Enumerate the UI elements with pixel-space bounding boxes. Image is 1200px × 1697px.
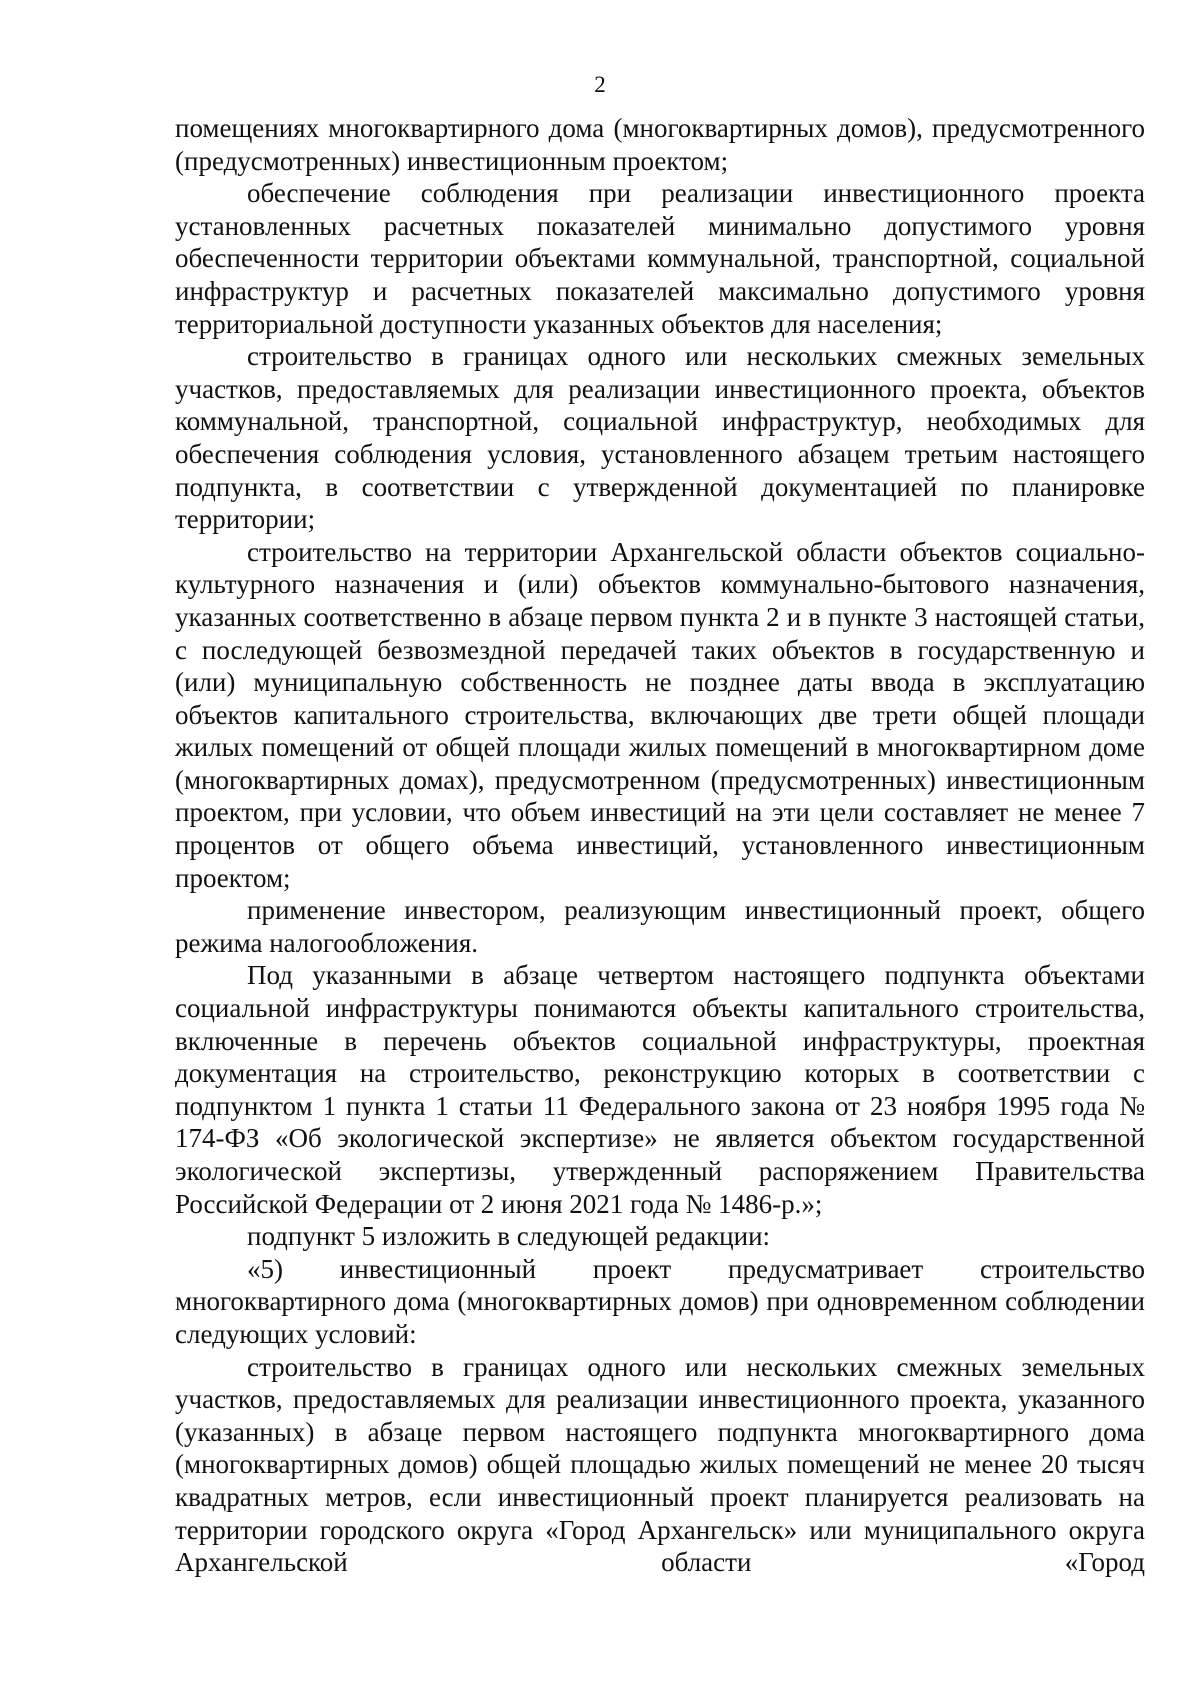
- paragraph-provision-infrastructure-indicators: обеспечение соблюдения при реализации инвестиционного проекта установленных расчетных показателей минимально допустимого уровня обеспеченности территории объектами коммунальной, транспортной, социальной инфраструктур и расчетных показателей максимально допустимого уровня территориальной доступности указанных объектов для населения;: [175, 178, 1145, 339]
- paragraph-continuation: помещениях многоквартирного дома (многоквартирных домов), предусмотренного (предусмотренных) инвестиционным проектом;: [175, 113, 1145, 176]
- paragraph-social-infrastructure-definition: Под указанными в абзаце четвертом настоящего подпункта объектами социальной инфраструктуры понимаются объекты капитального строительства, включенные в перечень объектов социальной инфраструктуры, проектная документация на строительство, реконструкцию которых в соответствии с подпунктом 1 пункта 1 статьи 11 Федерального закона от 23 ноября 1995 года № 174-ФЗ «Об экологической экспертизе» не является объектом государственной экологической экспертизы, утвержденный распоряжением Правительства Российской Федерации от 2 июня 2021 года № 1486-р.»;: [175, 960, 1145, 1219]
- paragraph-subpoint-5: «5) инвестиционный проект предусматривает строительство многоквартирного дома (многоквартирных домов) при одновременном соблюдении следующих условий:: [175, 1253, 1145, 1349]
- paragraph-construction-infrastructure: строительство в границах одного или нескольких смежных земельных участков, предоставляемых для реализации инвестиционного проекта, объектов коммунальной, транспортной, социальной инфраструктур, необходимых для обеспечения соблюдения условия, установленного абзацем третьим настоящего подпункта, в соответствии с утвержденной документацией по планировке территории;: [175, 341, 1145, 535]
- paragraph-construction-social-objects: строительство на территории Архангельской области объектов социально-культурного назначения и (или) объектов коммунально-бытового назначения, указанных соответственно в абзаце первом пункта 2 и в пункте 3 настоящей статьи, с последующей безвозмездной передачей таких объектов в государственную и (или) муниципальную собственность не позднее даты ввода в эксплуатацию объектов капитального строительства, включающих две трети общей площади жилых помещений от общей площади жилых помещений в многоквартирном доме (многоквартирных домах), предусмотренном (предусмотренных) инвестиционным проектом, при условии, что объем инвестиций на эти цели составляет не менее 7 процентов от общего объема инвестиций, установленного инвестиционным проектом;: [175, 536, 1145, 893]
- paragraph-subpoint-5-intro: подпункт 5 изложить в следующей редакции:: [247, 1221, 771, 1252]
- page-number: 2: [594, 72, 606, 97]
- document-body: [175, 112, 1145, 1579]
- paragraph-construction-apartment-buildings: строительство в границах одного или нескольких смежных земельных участков, предоставляемых для реализации инвестиционного проекта, указанного (указанных) в абзаце первом настоящего подпункта многоквартирного дома (многоквартирных домов) общей площадью жилых помещений не менее 20 тысяч квадратных метров, если инвестиционный проект планируется реализовать на территории городского округа «Город Архангельск» или муниципального округа Архангельской области «Город: [175, 1351, 1145, 1578]
- paragraph-tax-regime: применение инвестором, реализующим инвестиционный проект, общего режима налогообложения.: [175, 895, 1145, 958]
